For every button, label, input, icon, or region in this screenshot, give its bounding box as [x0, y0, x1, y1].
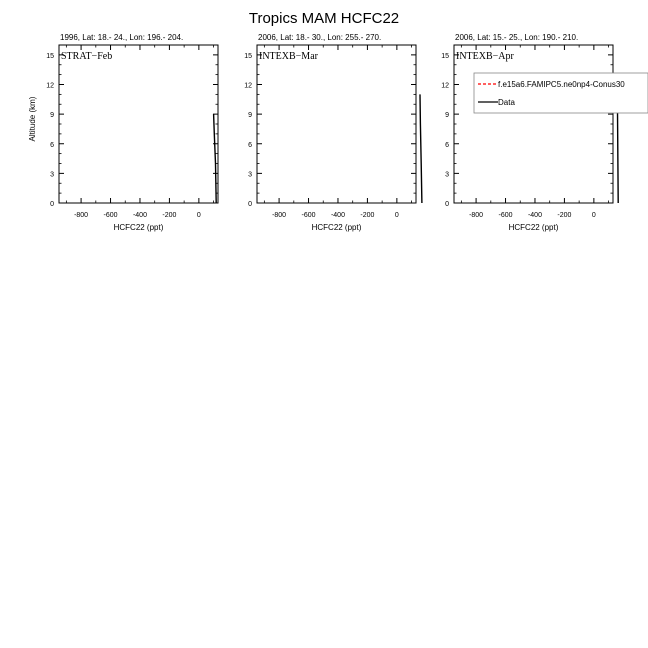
- legend-label-2: Data: [498, 98, 515, 107]
- panel-subtitle: 2006, Lat: 18.- 30., Lon: 255.- 270.: [258, 33, 382, 42]
- panel-1: [28, 33, 218, 232]
- y-tick-label: 12: [244, 82, 252, 90]
- x-tick-label: -200: [162, 212, 177, 219]
- y-tick-label: 6: [248, 141, 252, 149]
- x-tick-label: 0: [591, 212, 596, 219]
- panel-tag: INTEXB−Apr: [456, 51, 514, 62]
- x-tick-label: 0: [394, 212, 399, 219]
- panel-tag: INTEXB−Mar: [259, 51, 318, 62]
- x-tick-label: -800: [74, 212, 89, 219]
- y-tick-label: 3: [248, 171, 252, 179]
- y-tick-label: 12: [46, 82, 54, 90]
- x-tick-label: -200: [360, 212, 375, 219]
- panels-group: [28, 33, 648, 232]
- x-tick-label: -400: [527, 212, 542, 219]
- legend-label-1: f.e15a6.FAMIPC5.ne0np4-Conus30: [498, 80, 625, 89]
- series-line-1: [214, 114, 217, 203]
- y-tick-label: 9: [50, 112, 54, 120]
- plot-frame: [59, 45, 218, 203]
- series-line-1: [420, 94, 422, 203]
- x-tick-label: 0: [196, 212, 201, 219]
- legend-box: [474, 73, 648, 113]
- y-tick-label: 0: [445, 201, 449, 208]
- x-tick-label: -800: [469, 212, 484, 219]
- x-tick-label: -600: [301, 212, 316, 219]
- y-tick-label: 0: [248, 201, 252, 208]
- y-tick-label: 6: [50, 141, 54, 149]
- x-tick-label: -800: [272, 212, 287, 219]
- y-tick-label: 3: [50, 171, 54, 179]
- y-tick-label: 15: [441, 52, 449, 60]
- panel-subtitle: 2006, Lat: 15.- 25., Lon: 190.- 210.: [455, 33, 579, 42]
- y-tick-label: 3: [445, 171, 449, 179]
- y-tick-label: 9: [248, 112, 252, 120]
- x-tick-label: -400: [330, 212, 345, 219]
- legend: [474, 73, 648, 113]
- plot-frame: [257, 45, 416, 203]
- panel-2: [244, 33, 422, 232]
- y-tick-label: 9: [445, 112, 449, 120]
- x-axis-label: HCFC22 (ppt): [508, 223, 559, 232]
- x-tick-label: -400: [132, 212, 147, 219]
- panel-subtitle: 1996, Lat: 18.- 24., Lon: 196.- 204.: [60, 33, 184, 42]
- y-axis-label: Altitude (km): [28, 96, 37, 142]
- x-tick-label: -600: [498, 212, 513, 219]
- y-tick-label: 12: [441, 82, 449, 90]
- x-axis-label: HCFC22 (ppt): [113, 223, 164, 232]
- panel-3: [441, 33, 618, 232]
- x-axis-label: HCFC22 (ppt): [311, 223, 362, 232]
- panel-tag: STRAT−Feb: [61, 51, 113, 62]
- y-tick-label: 15: [46, 52, 54, 60]
- plot-frame: [454, 45, 613, 203]
- x-tick-label: -200: [557, 212, 572, 219]
- y-tick-label: 6: [445, 141, 449, 149]
- y-tick-label: 0: [50, 201, 54, 208]
- x-tick-label: -600: [103, 212, 118, 219]
- y-tick-label: 15: [244, 52, 252, 60]
- figure-title: Tropics MAM HCFC22: [248, 10, 400, 27]
